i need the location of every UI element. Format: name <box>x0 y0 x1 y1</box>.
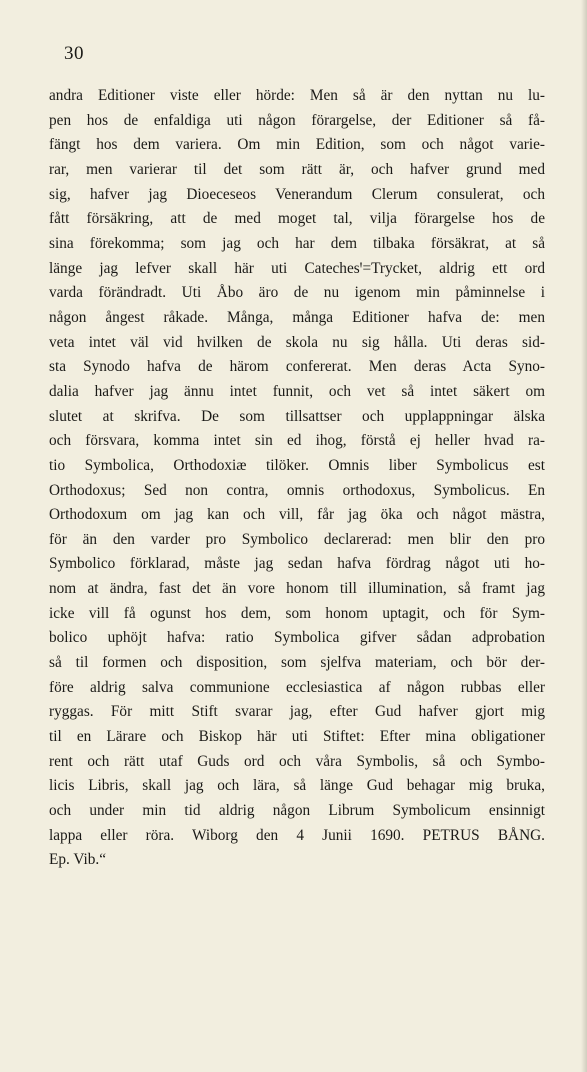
text-line: nom at ändra, fast det än vore honom till illumination, så framt jag <box>49 580 545 598</box>
text-line: fått försäkring, att de med moget tal, vilja förargelse hos de <box>49 210 545 228</box>
text-line: så til formen och disposition, som sjelfva materiam, och bör der- <box>49 654 545 672</box>
text-line: icke vill få ogunst hos dem, som honom uptagit, och för Sym- <box>49 604 545 622</box>
text-line: fängt hos dem variera. Om min Edition, som och något varie- <box>49 136 545 154</box>
text-line: dalia hafver jag ännu intet funnit, och vet så intet säkert om <box>49 382 545 400</box>
text-line: pen hos de enfaldiga uti någon förargelse, der Editioner så få- <box>49 111 545 129</box>
page-number: 30 <box>64 43 84 64</box>
text-line: tio Symbolica, Orthodoxiæ tilöker. Omnis liber Symbolicus est <box>49 456 545 474</box>
text-line: länge jag lefver skall här uti Catechesꞌ=Trycket, aldrig ett ord <box>49 259 545 277</box>
text-line: rent och rätt utaf Guds ord och våra Symbolis, så och Symbo- <box>49 752 545 770</box>
text-line: någon ångest råkade. Många, många Editioner hafva de: men <box>49 308 545 326</box>
text-line: ryggas. För mitt Stift svarar jag, efter Gud hafver gjort mig <box>49 703 545 721</box>
text-line: licis Libris, skall jag och lära, så länge Gud behagar mig bruka, <box>49 777 545 795</box>
text-line: til en Lärare och Biskop här uti Stiftet: Efter mina obligationer <box>49 728 545 746</box>
text-line: andra Editioner viste eller hörde: Men så är den nyttan nu lu- <box>49 87 545 104</box>
text-line: veta intet väl vid hvilken de skola nu sig hålla. Uti deras sid- <box>49 333 545 351</box>
body-text <box>49 84 545 873</box>
text-line: varda förändradt. Uti Åbo äro de nu igenom min påminnelse i <box>49 284 545 302</box>
text-line: Orthodoxum om jag kan och vill, får jag öka och något mästra, <box>49 506 545 524</box>
page-edge-shadow <box>581 0 587 1072</box>
text-line: rar, men varierar til det som rätt är, och hafver grund med <box>49 160 545 178</box>
text-line: sig, hafver jag Dioeceseos Venerandum Clerum consulerat, och <box>49 185 545 203</box>
text-line: Ep. Vib.“ <box>49 851 107 869</box>
text-line: för än den varder pro Symbolico declarerad: men blir den pro <box>49 530 545 548</box>
text-line: och försvara, komma intet sin ed ihog, förstå ej heller hvad ra- <box>49 432 545 450</box>
text-line: lappa eller röra. Wiborg den 4 Junii 1690. PETRUS BÅNG. <box>49 826 545 844</box>
text-line: sta Synodo hafva de härom confererat. Men deras Acta Syno- <box>49 358 545 376</box>
text-line: och under min tid aldrig någon Librum Symbolicum ensinnigt <box>49 802 545 820</box>
text-line: före aldrig salva communione ecclesiastica af någon rubbas eller <box>49 678 545 696</box>
text-line: bolico uphöjt hafva: ratio Symbolica gifver sådan adprobation <box>49 629 545 647</box>
text-line: Orthodoxus; Sed non contra, omnis orthodoxus, Symbolicus. En <box>49 481 545 499</box>
text-line: Symbolico förklarad, måste jag sedan hafva fördrag något uti ho- <box>49 555 545 573</box>
text-line: slutet at skrifva. De som tillsattser och upplappningar älska <box>49 407 545 425</box>
text-line: sina förekomma; som jag och har dem tilbaka försäkrat, at så <box>49 234 545 252</box>
